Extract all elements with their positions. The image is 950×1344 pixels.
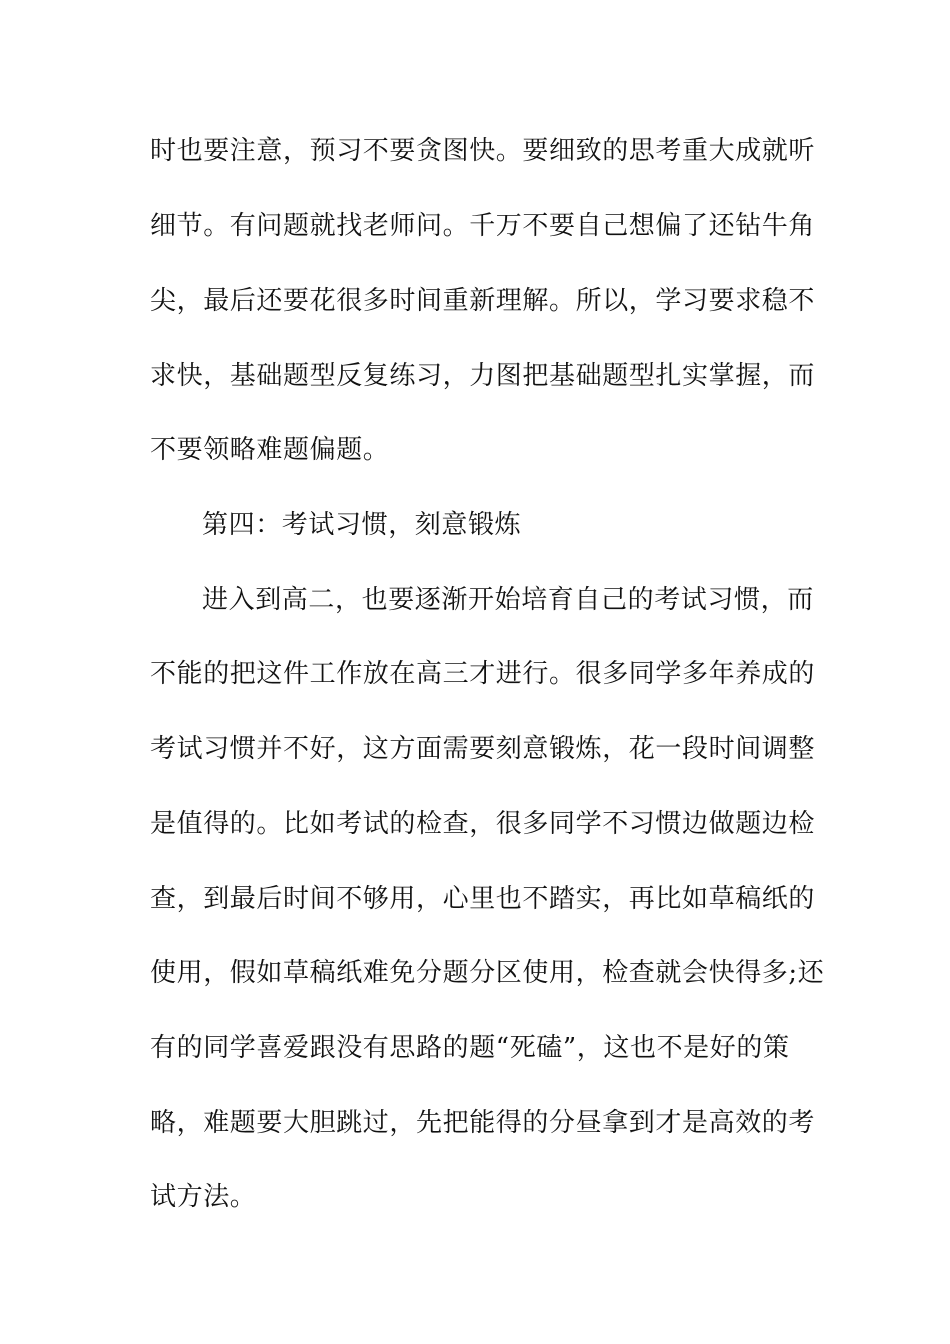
text-line-1: 时也要注意，预习不要贪图快。要细致的思考重大成就听	[150, 136, 816, 166]
text-line-15: 试方法。	[150, 1182, 257, 1212]
text-line-7: 进入到高二，也要逐渐开始培育自己的考试习惯，而	[202, 585, 814, 615]
text-line-5: 不要领略难题偏题。	[150, 435, 390, 465]
text-line-9: 考试习惯并不好，这方面需要刻意锻炼，花一段时间调整	[150, 734, 816, 764]
text-line-2: 细节。有问题就找老师问。千万不要自己想偏了还钻牛角	[150, 211, 816, 241]
text-line-4: 求快，基础题型反复练习，力图把基础题型扎实掌握，而	[150, 361, 816, 391]
text-line-12: 使用，假如草稿纸难免分题分区使用，检查就会快得多;还	[150, 958, 825, 988]
text-line-8: 不能的把这件工作放在高三才进行。很多同学多年养成的	[150, 659, 816, 689]
text-line-10: 是值得的。比如考试的检查，很多同学不习惯边做题边检	[150, 809, 816, 839]
text-line-3: 尖，最后还要花很多时间重新理解。所以，学习要求稳不	[150, 286, 816, 316]
section-heading: 第四：考试习惯，刻意锻炼	[202, 510, 522, 540]
text-line-13: 有的同学喜爱跟没有思路的题“死磕”，这也不是好的策	[150, 1033, 790, 1063]
text-line-14: 略，难题要大胆跳过，先把能得的分昼拿到才是高效的考	[150, 1108, 816, 1138]
text-line-11: 查，到最后时间不够用，心里也不踏实，再比如草稿纸的	[150, 884, 816, 914]
